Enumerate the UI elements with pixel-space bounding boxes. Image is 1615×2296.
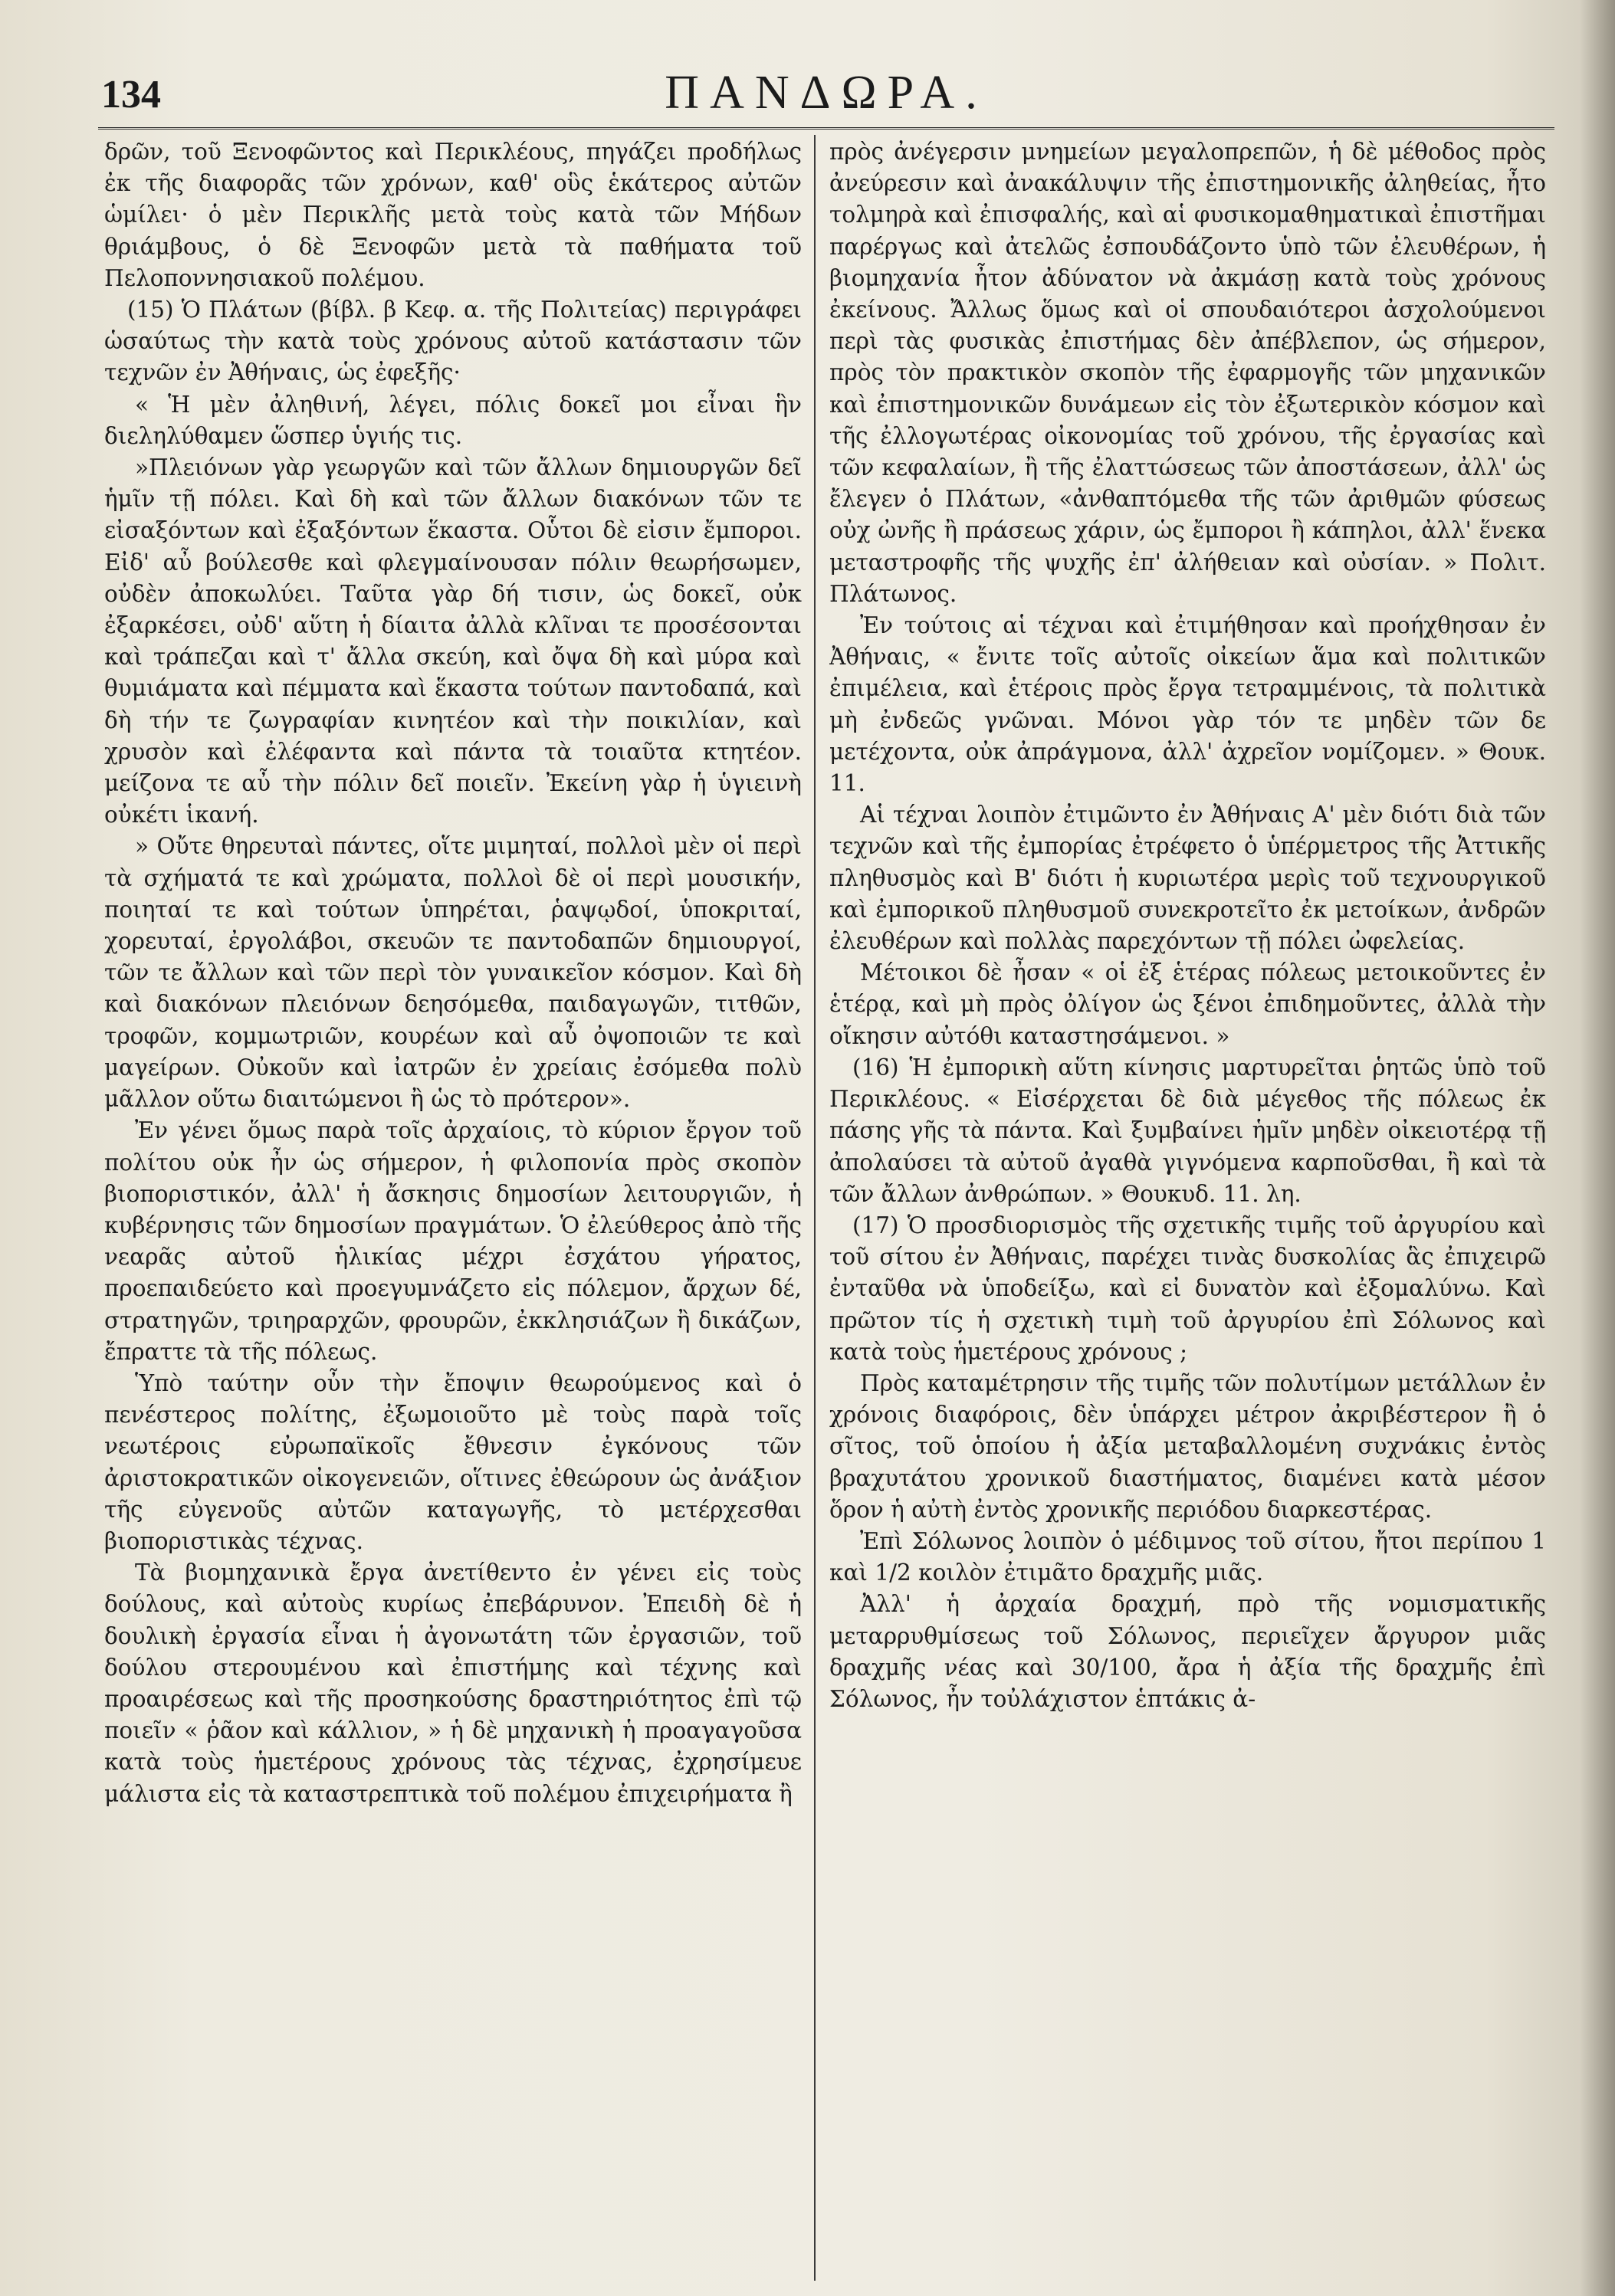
column-divider	[814, 135, 816, 2281]
paragraph: Πρὸς καταμέτρησιν τῆς τιμῆς τῶν πολυτίμων μετάλλων ἐν χρόνοις διαφόροις, δὲν ὑπάρχει μέτρον ἀκριβέστερον ἢ ὁ σῖτος, τοῦ ὁποίου ἡ ἀξία μεταβαλλομένη συχνάκις ἐντὸς βραχυτάτου χρονικοῦ διαστήματος, διαμένει κατὰ μέσον ὅρον ἡ αὐτὴ ἐντὸς χρονικῆς περιόδου διαρκεστέρας.	[829, 1369, 1546, 1523]
binding-shadow	[1580, 0, 1615, 2296]
paragraph: »Πλειόνων γὰρ γεωργῶν καὶ τῶν ἄλλων δημιουργῶν δεῖ ἡμῖν τῇ πόλει. Καὶ δὴ καὶ τῶν ἄλλων διακόνων τῶν τε εἰσαξόντων καὶ ἐξαξόντων ἕκαστα. Οὗτοι δὲ εἰσιν ἔμποροι. Εἰδ' αὖ βούλεσθε καὶ φλεγμαίνουσαν πόλιν θεωρήσωμεν, οὐδὲν ἀποκωλύει. Ταῦτα γὰρ δή τισιν, ὡς δοκεῖ, οὐκ ἐξαρκέσει, οὐδ' αὕτη ἡ δίαιτα ἀλλὰ κλῖναι τε προσέσονται καὶ τράπεζαι καὶ τ' ἄλλα σκεύη, καὶ ὄψα δὴ καὶ μύρα καὶ θυμιάματα καὶ πέμματα καὶ ἕκαστα τούτων παντοδαπά, καὶ δὴ τήν τε ζωγραφίαν κινητέον καὶ τὴν ποικιλίαν, καὶ χρυσὸν καὶ ἐλέφαντα καὶ πάντα τὰ τοιαῦτα κτητέον. μείζονα τε αὖ τὴν πόλιν δεῖ ποιεῖν. Ἐκείνη γὰρ ἡ ὑγιεινὴ οὐκέτι ἱκανή.	[104, 454, 802, 828]
paragraph: Αἱ τέχναι λοιπὸν ἐτιμῶντο ἐν Ἀθήναις Α' μὲν διότι διὰ τῶν τεχνῶν καὶ τῆς ἐμπορίας ἐτρέφετο ὁ ὑπέρμετρος τῆς Ἀττικῆς πληθυσμὸς καὶ Β' διότι ἡ κυριωτέρα μερὶς τοῦ τεχνουργικοῦ καὶ ἐμπορικοῦ πληθυσμοῦ συνεκροτεῖτο ἐκ μετοίκων, ἀνδρῶν ἐλευθέρων καὶ πολλὰς παρεχόντων τῇ πόλει ὠφελείας.	[829, 802, 1546, 955]
paragraph: δρῶν, τοῦ Ξενοφῶντος καὶ Περικλέους, πηγάζει προδήλως ἐκ τῆς διαφορᾶς τῶν χρόνων, καθ' οὓς ἑκάτερος αὐτῶν ὡμίλει· ὁ μὲν Περικλῆς μετὰ τοὺς κατὰ τῶν Μήδων θριάμβους, ὁ δὲ Ξενοφῶν μετὰ τὰ παθήματα τοῦ Πελοποννησιακοῦ πολέμου.	[104, 139, 802, 291]
paragraph: (16) Ἡ ἐμπορικὴ αὕτη κίνησις μαρτυρεῖται ῥητῶς ὑπὸ τοῦ Περικλέους. « Εἰσέρχεται δὲ διὰ μέγεθος τῆς πόλεως ἐκ πάσης γῆς τὰ πάντα. Καὶ ξυμβαίνει ἡμῖν μηδὲν οἰκειοτέρᾳ τῇ ἀπολαύσει τὰ αὐτοῦ ἀγαθὰ γιγνόμενα καρποῦσθαι, ἢ καὶ τὰ τῶν ἄλλων ἀνθρώπων. » Θουκυδ. 11. λη.	[829, 1054, 1546, 1207]
paragraph: Μέτοικοι δὲ ἦσαν « οἱ ἐξ ἑτέρας πόλεως μετοικοῦντες ἐν ἑτέρᾳ, καὶ μὴ πρὸς ὀλίγον ὡς ξένοι ἐπιδημοῦντες, ἀλλὰ τὴν οἴκησιν αὐτόθι καταστησάμενοι. »	[829, 959, 1546, 1049]
paragraph: Ἀλλ' ἡ ἀρχαία δραχμή, πρὸ τῆς νομισματικῆς μεταρρυθμίσεως τοῦ Σόλωνος, περιεῖχεν ἄργυρον μιᾶς δραχμῆς νέας καὶ 30/100, ἄρα ἡ ἀξία τῆς δραχμῆς ἐπὶ Σόλωνος, ἦν τοὐλάχιστον ἑπτάκις ἀ-	[829, 1591, 1546, 1712]
paragraph: Τὰ βιομηχανικὰ ἔργα ἀνετίθεντο ἐν γένει εἰς τοὺς δούλους, καὶ αὐτοὺς κυρίως ἐπεβάρυνον. Ἐπειδὴ δὲ ἡ δουλικὴ ἐργασία εἶναι ἡ ἀγονωτάτη τῶν ἐργασιῶν, τοῦ δούλου στερουμένου καὶ ἐπιστήμης καὶ τέχνης καὶ προαιρέσεως καὶ τῆς προσηκούσης δραστηριότητος ἐπὶ τῷ ποιεῖν « ῥᾶον καὶ κάλλιον, » ἡ δὲ μηχανικὴ ἡ προαγαγοῦσα κατὰ τοὺς ἡμετέρους χρόνους τὰς τέχνας, ἐχρησίμευε μάλιστα εἰς τὰ καταστρεπτικὰ τοῦ πολέμου ἐπιχειρήματα ἢ	[104, 1560, 802, 1807]
paragraph: Ἐν τούτοις αἱ τέχναι καὶ ἐτιμήθησαν καὶ προήχθησαν ἐν Ἀθήναις, « ἔνιτε τοῖς αὐτοῖς οἰκείων ἅμα καὶ πολιτικῶν ἐπιμέλεια, καὶ ἑτέροις πρὸς ἔργα τετραμμένοις, τὰ πολιτικὰ μὴ ἐνδεῶς γνῶναι. Μόνοι γὰρ τόν τε μηδὲν τῶν δε μετέχοντα, οὐκ ἀπράγμονα, ἀλλ' ἀχρεῖον νομίζομεν. » Θουκ. 11.	[829, 612, 1546, 797]
paragraph: πρὸς ἀνέγερσιν μνημείων μεγαλοπρεπῶν, ἡ δὲ μέθοδος πρὸς ἀνεύρεσιν καὶ ἀνακάλυψιν τῆς ἐπιστημονικῆς ἀληθείας, ἦτο τολμηρὰ καὶ ἐπισφαλής, καὶ αἱ φυσικομαθηματικαὶ ἐπιστῆμαι παρέργως καὶ ἀτελῶς ἐσπουδάζοντο ὑπὸ τῶν ἐλευθέρων, ἡ βιομηχανία ἦτον ἀδύνατον νὰ ἀκμάσῃ κατὰ τοὺς χρόνους ἐκείνους. Ἄλλως ὅμως καὶ οἱ σπουδαιότεροι ἀσχολούμενοι περὶ τὰς φυσικὰς ἐπιστήμας δὲν ἀπέβλεπον, ὡς σήμερον, πρὸς τὸν πρακτικὸν σκοπὸν τῆς ἐφαρμογῆς τῶν μηχανικῶν καὶ ἐπιστημονικῶν δυνάμεων εἰς τὸν ἐξωτερικὸν κόσμον καὶ τῆς ἐλλογωτέρας οἰκονομίας τοῦ χρόνου, τῆς ἐργασίας καὶ τῶν κεφαλαίων, ἢ τῆς ἐλαττώσεως τῶν ἀποστάσεων, ἀλλ' ὡς ἔλεγεν ὁ Πλάτων, «ἀνθαπτόμεθα τῆς τῶν ἀριθμῶν φύσεως οὐχ ὠνῆς ἢ πράσεως χάριν, ὡς ἔμποροι ἢ κάπηλοι, ἀλλ' ἕνεκα μεταστροφῆς τῆς ψυχῆς ἐπ' ἀλήθειαν καὶ οὐσίαν. » Πολιτ. Πλάτωνος.	[829, 139, 1546, 607]
left-column	[104, 136, 802, 2275]
right-column	[829, 136, 1546, 2275]
page-number: 134	[101, 73, 161, 116]
paragraph: (17) Ὁ προσδιορισμὸς τῆς σχετικῆς τιμῆς τοῦ ἀργυρίου καὶ τοῦ σίτου ἐν Ἀθήναις, παρέχει τινὰς δυσκολίας ἃς ἐπιχειρῶ ἐνταῦθα νὰ ὑποδείξω, καὶ εἰ δυνατὸν καὶ ἐξομαλύνω. Καὶ πρῶτον τίς ἡ σχετικὴ τιμὴ τοῦ ἀργυρίου ἐπὶ Σόλωνος καὶ κατὰ τοὺς ἡμετέρους χρόνους ;	[829, 1212, 1546, 1365]
paragraph: Ἐν γένει ὅμως παρὰ τοῖς ἀρχαίοις, τὸ κύριον ἔργον τοῦ πολίτου οὐκ ἦν ὡς σήμερον, ἡ φιλοπονία πρὸς σκοπὸν βιοποριστικόν, ἀλλ' ἡ ἄσκησις δημοσίων λειτουργιῶν, ἡ κυβέρνησις τῶν δημοσίων πραγμάτων. Ὁ ἐλεύθερος ἀπὸ τῆς νεαρᾶς αὐτοῦ ἡλικίας μέχρι ἐσχάτου γήρατος, προεπαιδεύετο καὶ προεγυμνάζετο εἰς πόλεμον, ἄρχων δέ, στρατηγῶν, τριηραρχῶν, φρουρῶν, ἐκκλησιάζων ἢ δικάζων, ἔπραττε τὰ τῆς πόλεως.	[104, 1117, 802, 1365]
paragraph: (15) Ὁ Πλάτων (βίβλ. β Κεφ. α. τῆς Πολιτείας) περιγράφει ὡσαύτως τὴν κατὰ τοὺς χρόνους αὐτοῦ κατάστασιν τῶν τεχνῶν ἐν Ἀθήναις, ὡς ἐφεξῆς·	[104, 297, 802, 386]
running-title: ΠΑΝΔΩΡΑ.	[665, 67, 988, 119]
paragraph: « Ἡ μὲν ἀληθινή, λέγει, πόλις δοκεῖ μοι εἶναι ἣν διεληλύθαμεν ὥσπερ ὑγιής τις.	[104, 391, 802, 449]
paragraph: Ἐπὶ Σόλωνος λοιπὸν ὁ μέδιμνος τοῦ σίτου, ἤτοι περίπου 1 καὶ 1/2 κοιλὸν ἐτιμᾶτο δραχμῆς μιᾶς.	[829, 1527, 1546, 1586]
page-header	[98, 58, 1554, 130]
paragraph: Ὑπὸ ταύτην οὖν τὴν ἔποψιν θεωρούμενος καὶ ὁ πενέστερος πολίτης, ἐξωμοιοῦτο μὲ τοὺς παρὰ τοῖς νεωτέροις εὐρωπαϊκοῖς ἔθνεσιν ἐγκόνους τῶν ἀριστοκρατικῶν οἰκογενειῶν, οἵτινες ἐθεώρουν ὡς ἀνάξιον τῆς εὐγενοῦς αὐτῶν καταγωγῆς, τὸ μετέρχεσθαι βιοποριστικὰς τέχνας.	[104, 1369, 802, 1554]
paragraph: » Οὔτε θηρευταὶ πάντες, οἵτε μιμηταί, πολλοὶ μὲν οἱ περὶ τὰ σχήματά τε καὶ χρώματα, πολλοὶ δὲ οἱ περὶ μουσικήν, ποιηταί τε καὶ τούτων ὑπηρέται, ῥαψῳδοί, ὑποκριταί, χορευταί, ἐργολάβοι, σκευῶν τε παντοδαπῶν δημιουργοί, τῶν τε ἄλλων καὶ τῶν περὶ τὸν γυναικεῖον κόσμον. Καὶ δὴ καὶ διακόνων πλειόνων δεησόμεθα, παιδαγωγῶν, τιτθῶν, τροφῶν, κομμωτριῶν, κουρέων καὶ αὖ ὀψοποιῶν τε καὶ μαγείρων. Οὐκοῦν καὶ ἰατρῶν ἐν χρείαις ἐσόμεθα πολὺ μᾶλλον οὕτω διαιτώμενοι ἢ ὡς τὸ πρότερον».	[104, 833, 802, 1113]
